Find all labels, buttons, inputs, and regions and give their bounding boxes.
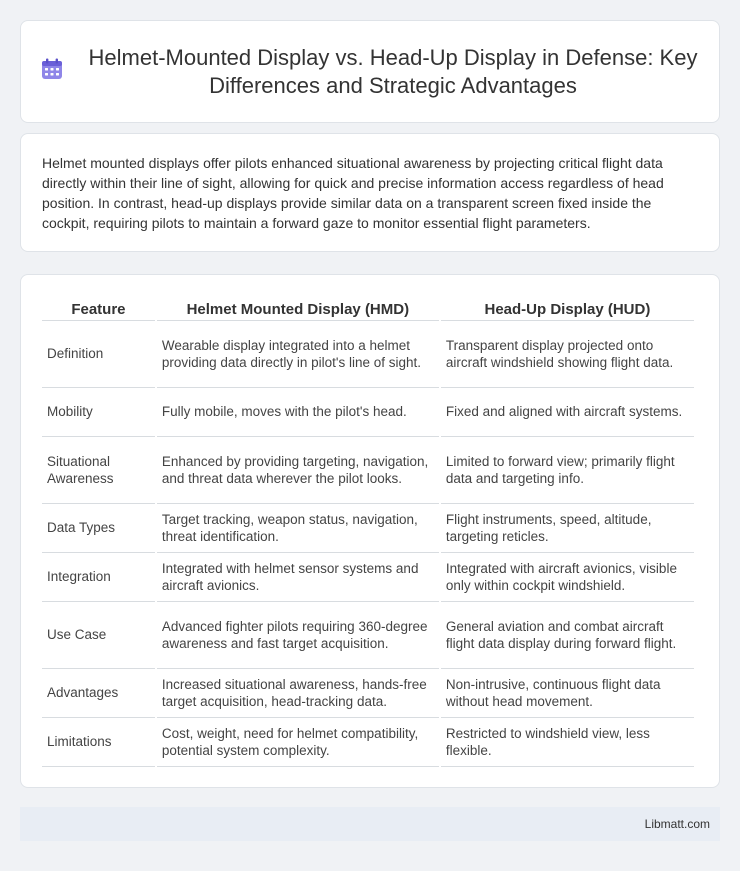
row-hud: Limited to forward view; primarily flight data and targeting info. [441,437,694,504]
row-feature: Definition [42,321,155,388]
row-feature: Integration [42,553,155,602]
footer-bar [20,807,720,841]
header-hud: Head-Up Display (HUD) [441,295,694,321]
table-header-row [42,295,694,321]
table-row [42,553,694,602]
row-hud: Transparent display projected onto aircraft windshield showing flight data. [441,321,694,388]
page-content [20,20,720,788]
header-feature: Feature [42,295,155,321]
table-row [42,388,694,437]
row-feature: Situational Awareness [42,437,155,504]
table-row [42,718,694,767]
header-hmd: Helmet Mounted Display (HMD) [157,295,439,321]
row-feature: Limitations [42,718,155,767]
row-hud: Integrated with aircraft avionics, visible only within cockpit windshield. [441,553,694,602]
calendar-icon [41,58,63,80]
table-row [42,504,694,553]
row-hmd: Increased situational awareness, hands-free target acquisition, head-tracking data. [157,669,439,718]
row-hud: Fixed and aligned with aircraft systems. [441,388,694,437]
row-hmd: Cost, weight, need for helmet compatibility, potential system complexity. [157,718,439,767]
row-hmd: Wearable display integrated into a helmet providing data directly in pilot's line of sight. [157,321,439,388]
row-hud: Restricted to windshield view, less flexible. [441,718,694,767]
row-feature: Data Types [42,504,155,553]
intro-card [20,133,720,252]
table-row [42,669,694,718]
page-title: Helmet-Mounted Display vs. Head-Up Display in Defense: Key Differences and Strategic Advantages [88,44,698,98]
row-hmd: Advanced fighter pilots requiring 360-degree awareness and fast target acquisition. [157,602,439,669]
comparison-table [40,295,696,767]
title-card [20,20,720,123]
table-row [42,602,694,669]
table-row [42,437,694,504]
row-hmd: Integrated with helmet sensor systems and aircraft avionics. [157,553,439,602]
row-hud: Flight instruments, speed, altitude, targeting reticles. [441,504,694,553]
intro-paragraph: Helmet mounted displays offer pilots enhanced situational awareness by projecting critical flight data directly within their line of sight, allowing for quick and precise information access regardless of head position. In contrast, head-up displays provide similar data on a transparent screen fixed inside the cockpit, requiring pilots to maintain a forward gaze to monitor essential flight parameters. [42,155,664,231]
table-row [42,321,694,388]
row-hmd: Enhanced by providing targeting, navigation, and threat data wherever the pilot looks. [157,437,439,504]
row-hud: Non-intrusive, continuous flight data without head movement. [441,669,694,718]
footer-brand: Libmatt.com [644,817,710,831]
comparison-card [20,274,720,788]
row-feature: Advantages [42,669,155,718]
row-hmd: Target tracking, weapon status, navigation, threat identification. [157,504,439,553]
row-feature: Use Case [42,602,155,669]
row-hud: General aviation and combat aircraft flight data display during forward flight. [441,602,694,669]
row-hmd: Fully mobile, moves with the pilot's head. [157,388,439,437]
row-feature: Mobility [42,388,155,437]
